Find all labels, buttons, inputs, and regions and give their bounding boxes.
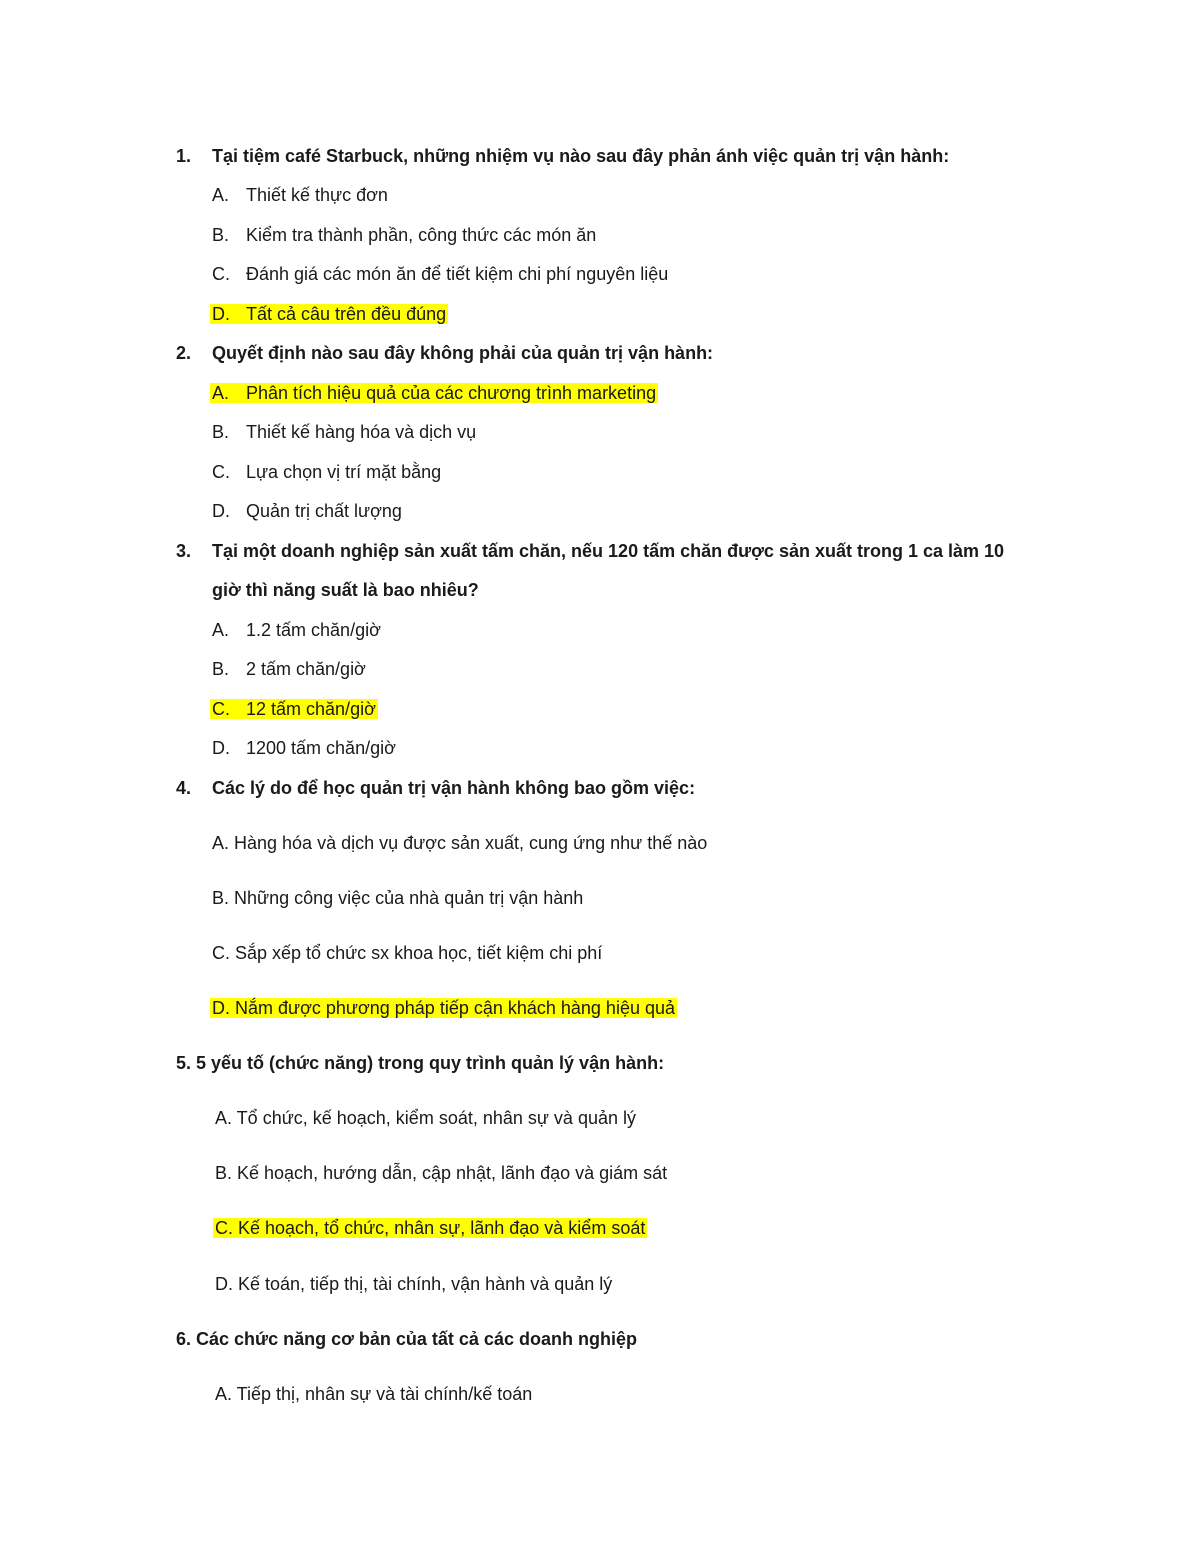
question-3 [176,539,1004,563]
option-text: 2 tấm chăn/giờ [246,659,366,679]
option-text: B. Những công việc của nhà quản trị vận hành [212,888,584,908]
option-3a [212,618,381,642]
answer-highlight [210,998,677,1018]
option-text: Đánh giá các món ăn để tiết kiệm chi phí nguyên liệu [246,264,669,284]
answer-highlight [213,1218,647,1238]
option-text: A. Tiếp thị, nhân sự và tài chính/kế toán [215,1384,533,1404]
option-text: 1.2 tấm chăn/giờ [246,620,381,640]
option-2d [212,499,402,523]
option-1a [212,183,388,207]
question-6 [176,1327,637,1351]
option-1b [212,223,596,247]
question-text: 5. 5 yếu tố (chức năng) trong quy trình quản lý vận hành: [176,1053,665,1073]
option-1d-answer [212,302,448,326]
option-text: 12 tấm chăn/giờ [246,699,376,719]
answer-highlight [210,383,658,403]
question-5 [176,1051,664,1075]
question-number: 1. [176,146,192,166]
option-letter: C. [212,462,230,482]
option-text: 1200 tấm chăn/giờ [246,738,396,758]
question-2 [176,341,713,365]
question-1 [176,144,949,168]
option-letter: B. [212,659,230,679]
option-3b [212,657,366,681]
question-text-line1: Tại một doanh nghiệp sản xuất tấm chăn, nếu 120 tấm chăn được sản xuất trong 1 ca làm 10 [212,541,1005,561]
option-5d [215,1272,612,1296]
option-letter: A. [212,383,230,403]
option-text: Tất cả câu trên đều đúng [246,304,447,324]
question-text: Các lý do để học quản trị vận hành không bao gồm việc: [212,778,696,798]
option-letter: C. [212,699,230,719]
option-2a-answer [212,381,658,405]
option-text: A. Hàng hóa và dịch vụ được sản xuất, cung ứng như thế nào [212,833,708,853]
option-3c-answer [212,697,378,721]
option-4b [212,886,583,910]
answer-highlight [210,699,378,719]
option-1c [212,262,668,286]
option-5a [215,1106,636,1130]
answer-highlight [210,304,448,324]
option-text: D. Nắm được phương pháp tiếp cận khách hàng hiệu quả [212,998,675,1018]
option-4d-answer [212,996,677,1020]
option-4a [212,831,707,855]
option-6a [215,1382,532,1406]
option-letter: D. [212,304,230,324]
option-text: Quản trị chất lượng [246,501,402,521]
question-text: Quyết định nào sau đây không phải của quản trị vận hành: [212,343,714,363]
option-letter: B. [212,225,230,245]
option-text: Kiểm tra thành phần, công thức các món ăn [246,225,597,245]
option-text: Phân tích hiệu quả của các chương trình marketing [246,383,657,403]
option-text: C. Kế hoạch, tổ chức, nhân sự, lãnh đạo và kiểm soát [215,1218,646,1238]
option-5c-answer [215,1216,647,1240]
option-2b [212,420,476,444]
option-letter: B. [212,422,230,442]
question-number: 2. [176,343,192,363]
question-text-line2: giờ thì năng suất là bao nhiêu? [212,580,479,600]
option-text: Thiết kế thực đơn [246,185,388,205]
question-3-continued [212,578,479,602]
option-letter: A. [212,185,230,205]
option-letter: D. [212,738,230,758]
option-5b [215,1161,667,1185]
question-number: 3. [176,541,192,561]
option-letter: D. [212,501,230,521]
question-text: Tại tiệm café Starbuck, những nhiệm vụ nào sau đây phản ánh việc quản trị vận hành: [212,146,950,166]
option-text: Thiết kế hàng hóa và dịch vụ [246,422,477,442]
question-4 [176,776,695,800]
option-text: C. Sắp xếp tổ chức sx khoa học, tiết kiệm chi phí [212,943,603,963]
option-text: Lựa chọn vị trí mặt bằng [246,462,442,482]
option-text: D. Kế toán, tiếp thị, tài chính, vận hành và quản lý [215,1274,613,1294]
question-text: 6. Các chức năng cơ bản của tất cả các doanh nghiệp [176,1329,637,1349]
option-2c [212,460,441,484]
option-text: A. Tổ chức, kế hoạch, kiểm soát, nhân sự và quản lý [215,1108,636,1128]
question-number: 4. [176,778,192,798]
option-4c [212,941,602,965]
option-letter: C. [212,264,230,284]
option-letter: A. [212,620,230,640]
option-3d [212,736,396,760]
option-text: B. Kế hoạch, hướng dẫn, cập nhật, lãnh đạo và giám sát [215,1163,668,1183]
